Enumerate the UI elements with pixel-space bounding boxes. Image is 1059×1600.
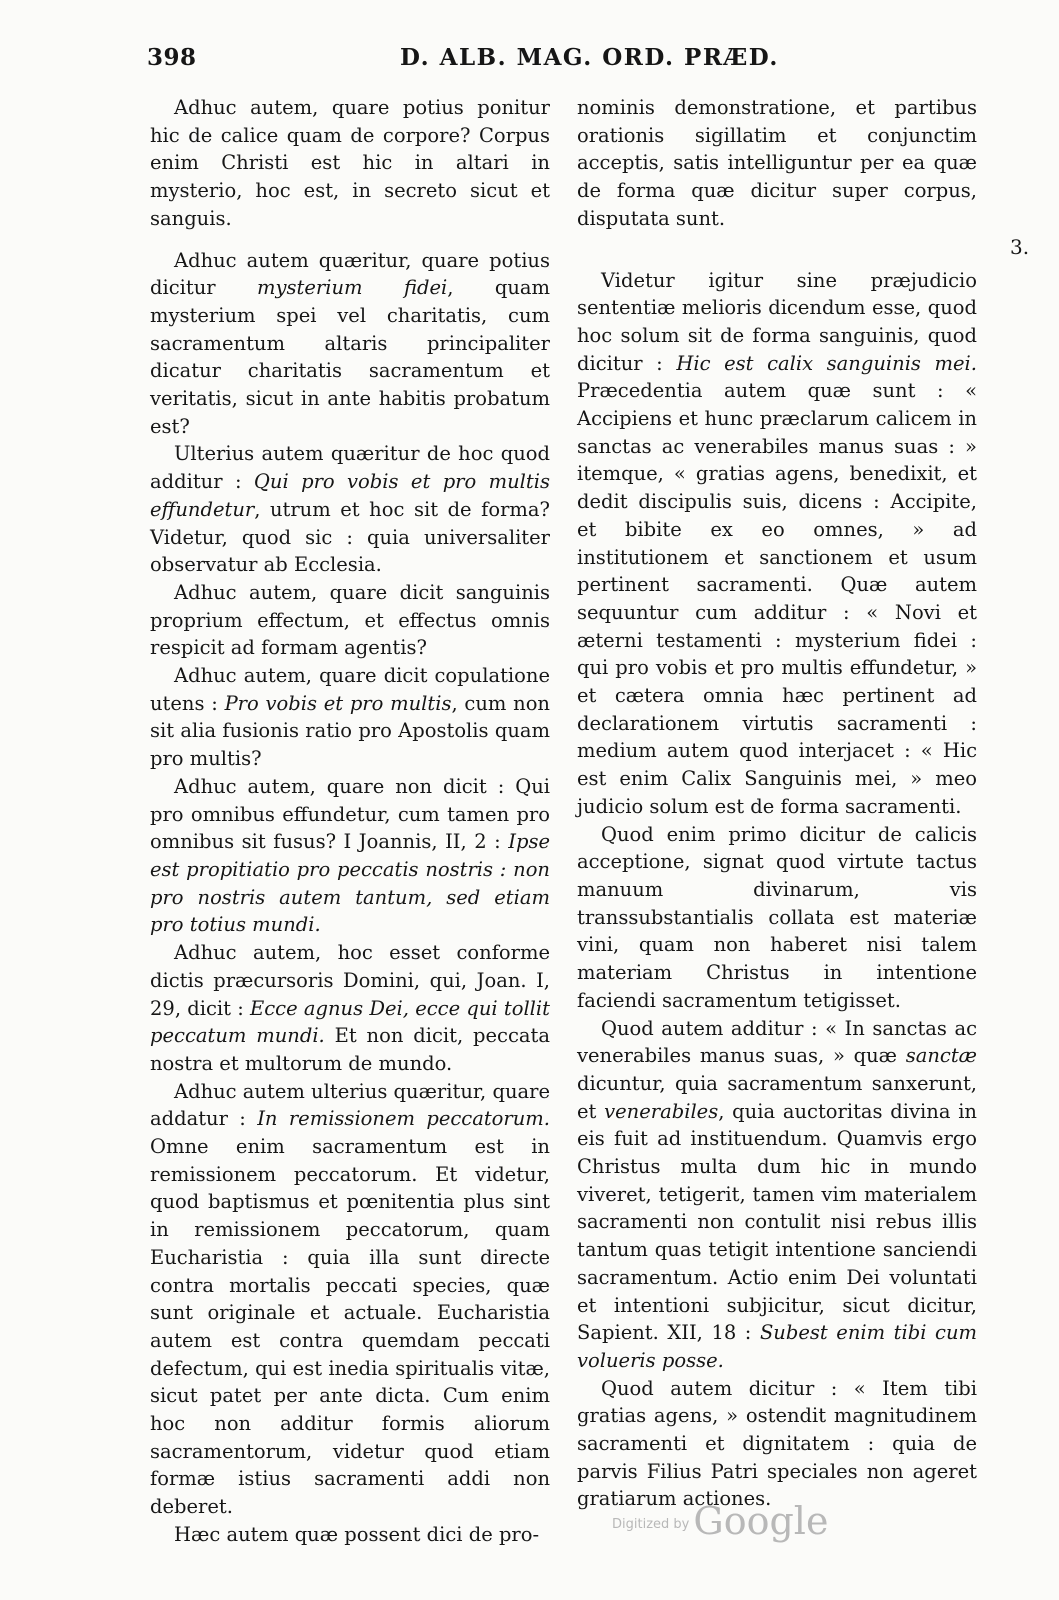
- google-watermark: [612, 1499, 828, 1543]
- paragraph: Videtur igitur sine præjudicio sententiæ melioris dicendum esse, quod hoc solum sit de forma sanguinis, quod dicitur : Hic est calix sanguinis mei. Præcedentia autem quæ sunt : « Accipiens et hunc præclarum calicem in sanctas ac venerabiles manus suas : » itemque, « gratias agens, benedixit, et dedit discipulis suis, dicens : Accipite, et bibite ex eo omnes, » ad institutionem et sanctionem et usum pertinent sacramenti. Quæ autem sequuntur cum additur : « Novi et æterni testamenti : mysterium fidei : qui pro vobis et pro multis effundetur, » et cætera omnia hæc pertinent ad declarationem virtutis sacramenti : medium autem quod interjacet : « Hic est enim Calix Sanguinis mei, » meo judicio solum est de forma sacramenti.: [577, 268, 977, 818]
- paragraph: Quod autem dicitur : « Item tibi gratias agens, » ostendit magnitudinem sacramenti et dignitatem : quia de parvis Filius Patri speciales non ageret gratiarum actiones.: [577, 1376, 977, 1511]
- paragraph: Adhuc autem, quare potius ponitur hic de calice quam de corpore? Corpus enim Christi est hic in altari in mysterio, hoc est, in secreto sicut et sanguis.: [150, 96, 550, 230]
- paragraph: Hæc autem quæ possent dici de pro-: [174, 1522, 540, 1546]
- paragraph: Adhuc autem, quare dicit sanguinis proprium effectum, et effectus omnis respicit ad formam agentis?: [150, 580, 550, 660]
- paragraph: Adhuc autem quæritur, quare potius dicitur mysterium fidei, quam mysterium spei vel charitatis, cum sacramentum altaris principaliter dicatur charitatis sacramentum et veritatis, sicut in ante habitis probatum est?: [150, 248, 550, 438]
- margin-section-number: 3.: [1010, 235, 1030, 259]
- paragraph: Adhuc autem ulterius quæritur, quare addatur : In remissionem peccatorum. Omne enim sacramentum est in remissionem peccatorum. Et videtur, quod baptismus et pœnitentia plus sint in remissionem peccatorum, quam Eucharistia : quia illa sunt directe contra mortalis peccati species, quæ sunt originale et actuale. Eucharistia autem est contra quemdam peccati defectum, qui est inedia spiritualis vitæ, sicut patet per ante dicta. Cum enim hoc non additur formis aliorum sacramentorum, videtur quod etiam formæ istius sacramenti addi non deberet.: [150, 1079, 550, 1519]
- paragraph: Adhuc autem, quare non dicit : Qui pro omnibus effundetur, cum tamen pro omnibus sit fusus? I Joannis, II, 2 : Ipse est propitiatio pro peccatis nostris : non pro nostris autem tantum, sed etiam pro totius mundi.: [150, 774, 550, 937]
- watermark-logo-text: Google: [693, 1499, 829, 1543]
- paragraph: Quod enim primo dicitur de calicis acceptione, signat quod virtute tactus manuum divinarum, vis transsubstantialis collata est materiæ vini, quam non haberet nisi talem materiam Christus in intentione faciendi sacramentum tetigisset.: [577, 822, 977, 1012]
- running-head: D. ALB. MAG. ORD. PRÆD.: [400, 44, 779, 71]
- paragraph: Adhuc autem, hoc esset conforme dictis præcursoris Domini, qui, Joan. I, 29, dicit : Ecce agnus Dei, ecce qui tollit peccatum mundi. Et non dicit, peccata nostra et multorum de mundo.: [150, 941, 550, 1075]
- paragraph: Adhuc autem, quare dicit copulatione utens : Pro vobis et pro multis, cum non sit alia fusionis ratio pro Apostolis quam pro multis?: [150, 664, 550, 771]
- paragraph: nominis demonstratione, et partibus orationis sigillatim et conjunctim acceptis, satis intelliguntur per ea quæ de forma quæ dicitur super corpus, disputata sunt.: [577, 96, 977, 230]
- paragraph: Quod autem additur : « In sanctas ac venerabiles manus suas, » quæ sanctæ dicuntur, quia sacramentum sanxerunt, et venerabiles, quia auctoritas divina in eis fuit ad instituendum. Quamvis ergo Christus multa dum hic in mundo viveret, tetigerit, tamen vim materialem sacramenti non contulit nisi rebus illis tantum quas tetigit intentione sanciendi sacramentum. Actio enim Dei voluntati et intentioni subjicitur, sicut dicitur, Sapient. XII, 18 : Subest enim tibi cum volueris posse.: [577, 1016, 977, 1372]
- page-number: 398: [147, 44, 197, 71]
- right-column: [577, 94, 977, 1513]
- left-column: [150, 94, 550, 1549]
- paragraph: Ulterius autem quæritur de hoc quod additur : Qui pro vobis et pro multis effundetur, utrum et hoc sit de forma? Videtur, quod sic : quia universaliter observatur ab Ecclesia.: [150, 442, 551, 577]
- watermark-small-text: Digitized by: [612, 1517, 690, 1532]
